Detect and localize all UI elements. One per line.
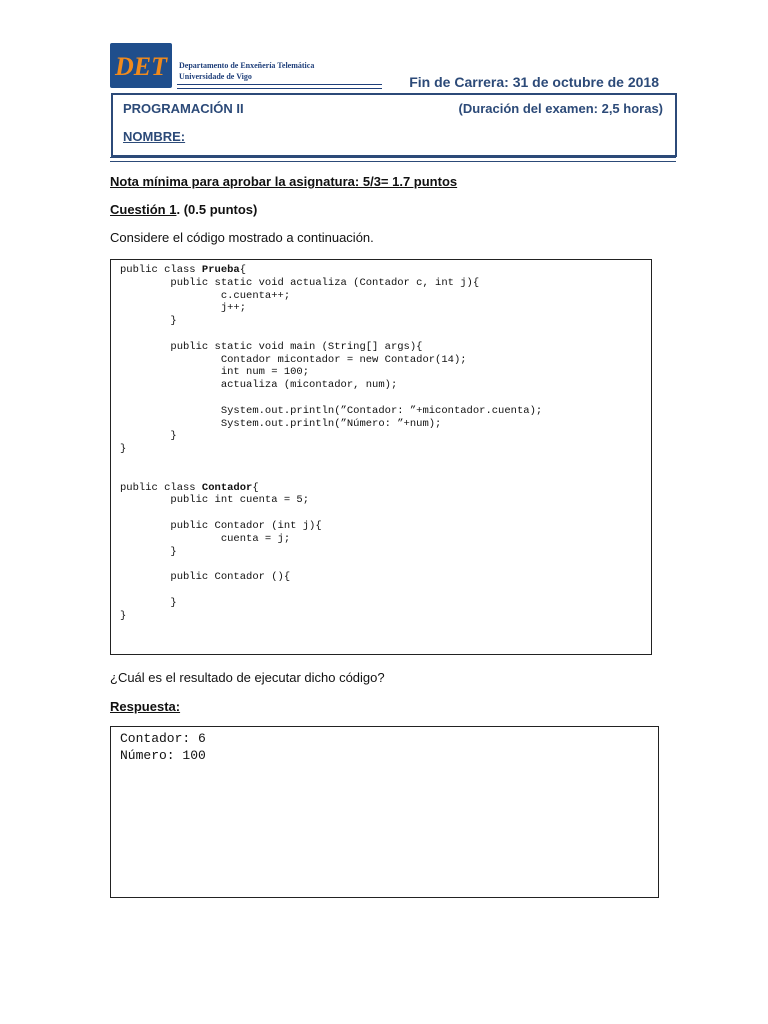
code-line: public int cuenta = 5; [120, 494, 310, 507]
code-line: c.cuenta++; [120, 289, 291, 302]
code-box [110, 259, 652, 655]
answer-label: Respuesta: [110, 699, 181, 714]
code-line: Contador micontador = new Contador(14); [120, 353, 467, 366]
code-line: } [120, 315, 177, 328]
course-title: PROGRAMACIÓN II [123, 101, 244, 116]
min-grade-note: Nota mínima para aprobar la asignatura: 5/3= 1.7 puntos [110, 174, 458, 189]
department-block [179, 60, 314, 82]
exam-duration: (Duración del examen: 2,5 horas) [458, 101, 663, 116]
det-logo-mark [110, 43, 172, 88]
header-rule [177, 84, 382, 89]
question-heading [110, 202, 257, 217]
answer-line-1: Contador: 6 [120, 731, 206, 746]
question-intro: Considere el código mostrado a continuación. [110, 230, 374, 245]
header-divider [110, 157, 676, 162]
code-line: } [120, 596, 177, 609]
question-points: . (0.5 puntos) [176, 202, 258, 217]
exam-title-box [111, 93, 677, 157]
code-line: public static void main (String[] args){ [120, 340, 423, 353]
code-line: System.out.println(”Contador: ”+micontador.cuenta); [120, 404, 543, 417]
logo-text: DET [115, 52, 167, 81]
code-line: } [120, 443, 127, 456]
university-name: Universidade de Vigo [179, 72, 252, 81]
question-prompt: ¿Cuál es el resultado de ejecutar dicho código? [110, 670, 385, 685]
code-line: cuenta = j; [120, 532, 291, 545]
code-line: actualiza (micontador, num); [120, 379, 398, 392]
name-label: NOMBRE: [123, 129, 186, 144]
det-logo [110, 43, 172, 88]
code-line: } [120, 609, 127, 622]
exam-date: Fin de Carrera: 31 de octubre de 2018 [409, 74, 659, 90]
code-line: System.out.println(”Número: ”+num); [120, 417, 442, 430]
code-listing [120, 264, 542, 622]
code-line: } [120, 545, 177, 558]
answer-line-2: Número: 100 [120, 748, 206, 763]
code-line: public class Prueba{ [120, 264, 247, 276]
question-label: Cuestión 1 [110, 202, 177, 217]
code-line: public static void actualiza (Contador c, int j){ [120, 276, 480, 289]
code-line: j++; [120, 302, 247, 315]
code-line: public Contador (int j){ [120, 519, 322, 532]
class-name: Contador [201, 481, 253, 494]
code-line: } [120, 430, 177, 443]
code-line: int num = 100; [120, 366, 310, 379]
class-name: Prueba [201, 264, 240, 276]
department-name: Departamento de Enxeñería Telemática [179, 61, 315, 70]
code-line: public Contador (){ [120, 571, 291, 584]
answer-box [110, 726, 659, 898]
code-line: public class Contador{ [120, 481, 259, 494]
